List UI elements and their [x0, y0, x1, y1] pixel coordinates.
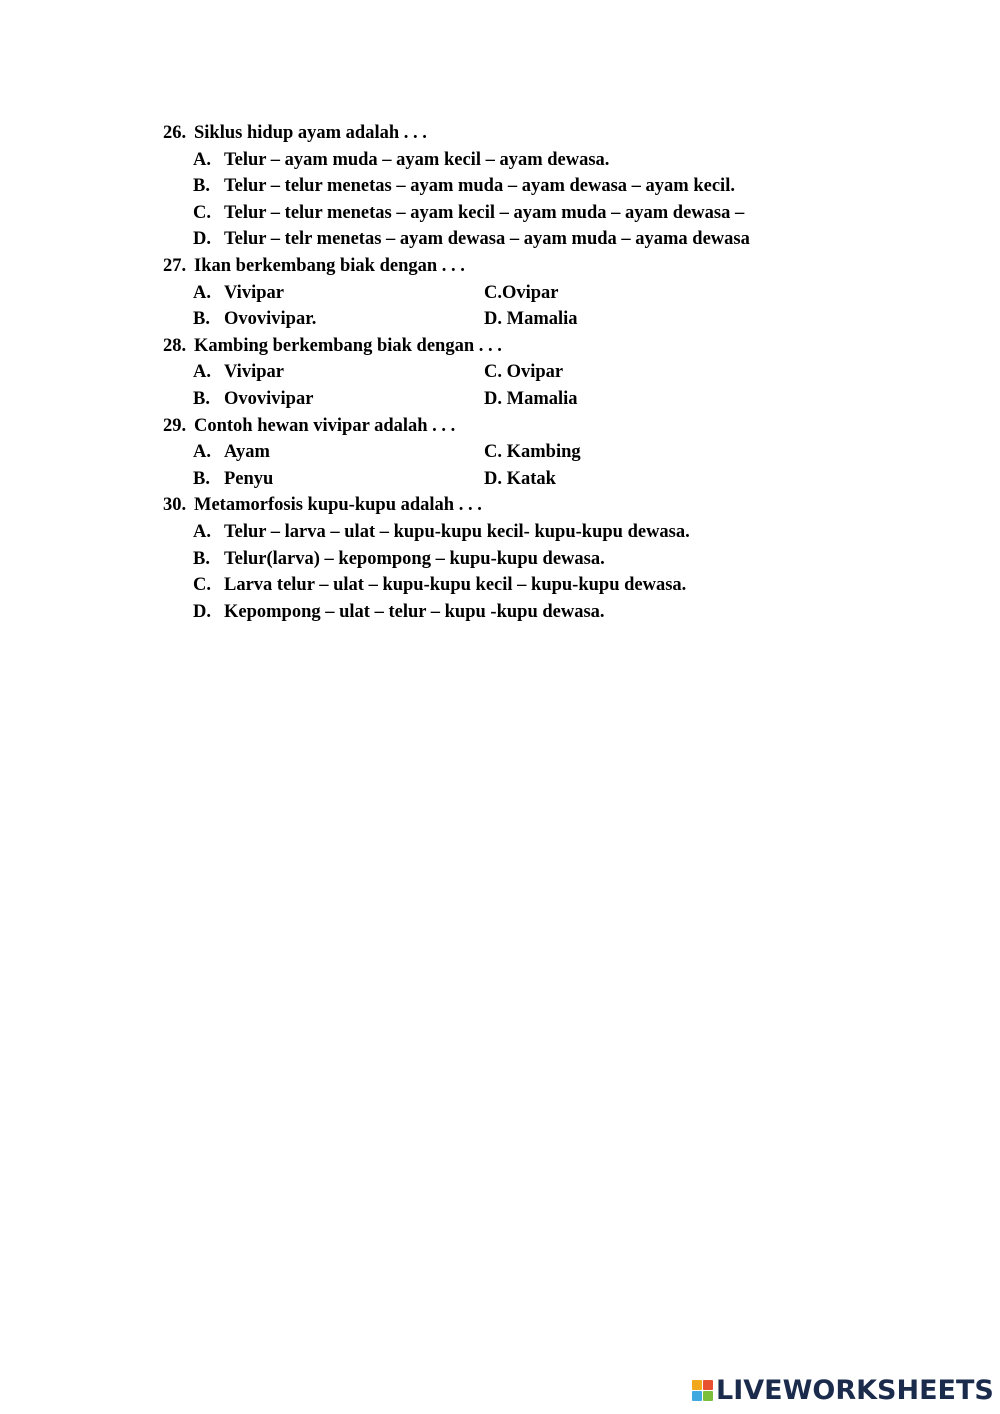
- option-28-d: D. Mamalia: [484, 388, 578, 409]
- question-number: 28.: [163, 335, 187, 356]
- logo-squares-icon: [692, 1380, 713, 1401]
- option-27-d: D. Mamalia: [484, 309, 578, 330]
- option-text: Vivipar: [224, 362, 284, 383]
- option-letter: C.: [193, 202, 211, 223]
- option-letter: B.: [193, 548, 210, 569]
- option-text: Penyu: [224, 468, 274, 489]
- option-letter: D.: [193, 229, 211, 250]
- option-letter: A.: [193, 362, 211, 383]
- question-27: [163, 253, 863, 280]
- option-26-c: [163, 200, 863, 227]
- option-26-b: [163, 173, 863, 200]
- question-text: Ikan berkembang biak dengan . . .: [194, 255, 465, 276]
- option-30-a: [163, 519, 863, 546]
- option-letter: B.: [193, 468, 210, 489]
- option-28-b: [193, 386, 483, 413]
- question-number: 26.: [163, 123, 187, 143]
- option-letter: A.: [193, 149, 211, 170]
- question-29: [163, 413, 863, 440]
- option-30-b: [163, 546, 863, 573]
- option-27-a: [193, 280, 483, 307]
- option-letter: A.: [193, 521, 211, 542]
- question-text: Metamorfosis kupu-kupu adalah . . .: [194, 495, 482, 516]
- logo-square-3: [692, 1391, 702, 1401]
- option-29-c: C. Kambing: [484, 442, 581, 463]
- option-letter: C.: [193, 575, 211, 596]
- option-text: Ovovivipar: [224, 388, 314, 409]
- option-text: Telur – telur menetas – ayam kecil – ayam muda – ayam dewasa –: [224, 202, 745, 223]
- option-letter: B.: [193, 388, 210, 409]
- option-27-b: [193, 306, 483, 333]
- option-text: Telur – telur menetas – ayam muda – ayam dewasa – ayam kecil.: [224, 176, 735, 197]
- option-text: Ayam: [224, 442, 270, 463]
- option-text: Ovovivipar.: [224, 309, 317, 330]
- logo-square-2: [703, 1380, 713, 1390]
- option-row-29-1: [163, 439, 863, 466]
- question-number: 30.: [163, 495, 187, 516]
- option-letter: A.: [193, 442, 211, 463]
- option-26-d: [163, 226, 863, 253]
- option-30-c: [163, 572, 863, 599]
- option-text: Telur – larva – ulat – kupu-kupu kecil- kupu-kupu dewasa.: [224, 521, 690, 542]
- option-text: Larva telur – ulat – kupu-kupu kecil – kupu-kupu dewasa.: [224, 575, 687, 596]
- option-29-d: D. Katak: [484, 468, 556, 489]
- question-list: [163, 120, 863, 625]
- question-text: Contoh hewan vivipar adalah . . .: [194, 415, 456, 436]
- liveworksheets-logo[interactable]: [692, 1374, 994, 1406]
- option-row-28-2: [163, 386, 863, 413]
- question-text: Kambing berkembang biak dengan . . .: [194, 335, 502, 356]
- question-30: [163, 492, 863, 519]
- option-text: Telur – telr menetas – ayam dewasa – ayam muda – ayama dewasa: [224, 229, 750, 250]
- option-text: Kepompong – ulat – telur – kupu -kupu dewasa.: [224, 601, 605, 622]
- option-row-29-2: [163, 466, 863, 493]
- option-28-a: [193, 359, 483, 386]
- question-number: 27.: [163, 255, 187, 276]
- option-letter: A.: [193, 282, 211, 303]
- option-29-b: [193, 466, 483, 493]
- option-letter: B.: [193, 176, 210, 197]
- option-30-d: [163, 599, 863, 626]
- option-text: Telur – ayam muda – ayam kecil – ayam dewasa.: [224, 149, 610, 170]
- question-number: 29.: [163, 415, 187, 436]
- option-27-c: C.Ovipar: [484, 282, 559, 303]
- question-28: [163, 333, 863, 360]
- option-28-c: C. Ovipar: [484, 362, 564, 383]
- option-letter: D.: [193, 601, 211, 622]
- option-29-a: [193, 439, 483, 466]
- question-text: Siklus hidup ayam adalah . . .: [194, 123, 427, 143]
- logo-square-4: [703, 1391, 713, 1401]
- logo-square-1: [692, 1380, 702, 1390]
- option-row-28-1: [163, 359, 863, 386]
- logo-text: LIVEWORKSHEETS: [716, 1374, 994, 1406]
- option-row-27-1: [163, 280, 863, 307]
- option-text: Telur(larva) – kepompong – kupu-kupu dewasa.: [224, 548, 605, 569]
- question-26: [163, 120, 863, 147]
- option-row-27-2: [163, 306, 863, 333]
- option-letter: B.: [193, 309, 210, 330]
- option-26-a: [163, 147, 863, 174]
- option-text: Vivipar: [224, 282, 284, 303]
